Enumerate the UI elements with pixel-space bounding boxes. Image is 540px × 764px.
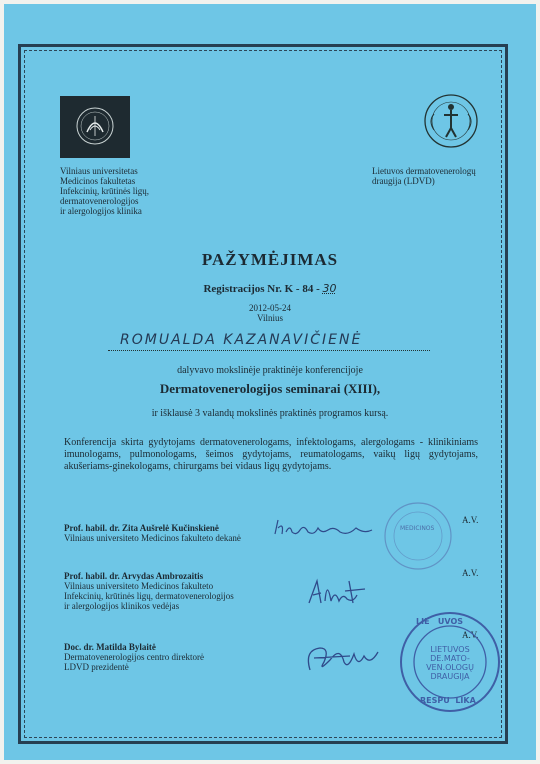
stamp-line: DRAUGIJA xyxy=(430,672,470,681)
org-left-line: Medicinos fakultetas xyxy=(60,176,136,186)
stamp-line: DE.MATO- xyxy=(430,654,470,663)
signatory-role: Infekcinių, krūtinės ligų, dermatovenerologijos xyxy=(64,591,234,601)
medicinos-stamp-text: MEDICINOS xyxy=(400,525,435,532)
stamp-ring-text: LIKA xyxy=(455,696,476,705)
certificate-title: PAŽYMĖJIMAS xyxy=(201,250,339,269)
stamp-line: LIETUVOS xyxy=(430,645,470,654)
av-mark-2: A.V. xyxy=(462,568,479,578)
medicinos-stamp xyxy=(382,500,454,572)
org-right-line: draugija (LDVD) xyxy=(372,176,435,186)
signature-2 xyxy=(305,575,375,609)
signatory-role: ir alergologijos klinikos vedėjas xyxy=(64,601,180,611)
stamp-center-text xyxy=(418,645,482,681)
registration-label: Registracijos Nr. K - 84 - xyxy=(203,283,320,295)
org-right-line: Lietuvos dermatovenerologų xyxy=(372,166,476,176)
completed-text: ir išklausė 3 valandų mokslinės praktinės programos kursą. xyxy=(151,408,389,419)
stamp-line: VEN.OLOGŲ xyxy=(426,663,474,672)
signatory-3 xyxy=(64,642,284,672)
signatory-2 xyxy=(64,571,284,611)
stamp-ring-top xyxy=(416,617,463,626)
org-left-line: ir alergologijos klinika xyxy=(60,206,142,216)
registration-line xyxy=(0,282,540,295)
recipient-name: ROMUALDA KAZANAVIČIENĖ xyxy=(120,332,363,348)
signatory-role: LDVD prezidentė xyxy=(64,662,129,672)
signatory-role: Dermatovenerologijos centro direktorė xyxy=(64,652,204,662)
av-mark-1: A.V. xyxy=(462,515,479,525)
stamp-ring-text: RESPU xyxy=(420,696,450,705)
stamp-ring-bottom xyxy=(420,696,476,705)
org-left-line: dermatovenerologijos xyxy=(60,196,139,206)
registration-number: 30 xyxy=(322,282,337,295)
org-left-text xyxy=(60,166,200,216)
seminar-name: Dermatovenerologijos seminarai (XIII), xyxy=(159,381,381,396)
stamp-ring-text: LIE xyxy=(416,617,430,626)
participated-text: dalyvavo mokslinėje praktinėje konferencijoje xyxy=(177,365,363,376)
ldvd-logo xyxy=(420,90,482,152)
signature-1 xyxy=(270,514,390,544)
conference-description: Konferencija skirta gydytojams dermatovenerologams, infektologams, alergologams - klinikiniams imunologams, pulmonologams, šeimos gydytojams, reumatologams, vaikų ligų gydytojams, akušeriams-ginekologams, chirurgams bei vidaus ligų gydytojams. xyxy=(64,437,478,472)
org-left-line: Vilniaus universitetas xyxy=(60,166,138,176)
signature-3 xyxy=(300,640,390,676)
vu-logo xyxy=(60,96,130,158)
signatory-name: Prof. habil. dr. Zita Aušrelė Kučinskienė xyxy=(64,523,219,533)
signatory-name: Prof. habil. dr. Arvydas Ambrozaitis xyxy=(64,571,204,581)
issue-city: Vilnius xyxy=(257,313,283,323)
issue-date: 2012-05-24 xyxy=(249,303,291,313)
name-underline xyxy=(108,350,430,351)
signatory-1 xyxy=(64,523,284,543)
signatory-role: Vilniaus universiteto Medicinos fakulteto dekanė xyxy=(64,533,241,543)
signatory-name: Doc. dr. Matilda Bylaitė xyxy=(64,642,156,652)
stamp-ring-text: UVOS xyxy=(437,617,464,626)
signatory-role: Vilniaus universiteto Medicinos fakulteto xyxy=(64,581,214,591)
org-left-line: Infekcinių, krūtinės ligų, xyxy=(60,186,149,196)
date-block xyxy=(0,303,540,323)
org-right-text xyxy=(372,166,512,186)
av-mark-3: A.V. xyxy=(462,630,479,640)
